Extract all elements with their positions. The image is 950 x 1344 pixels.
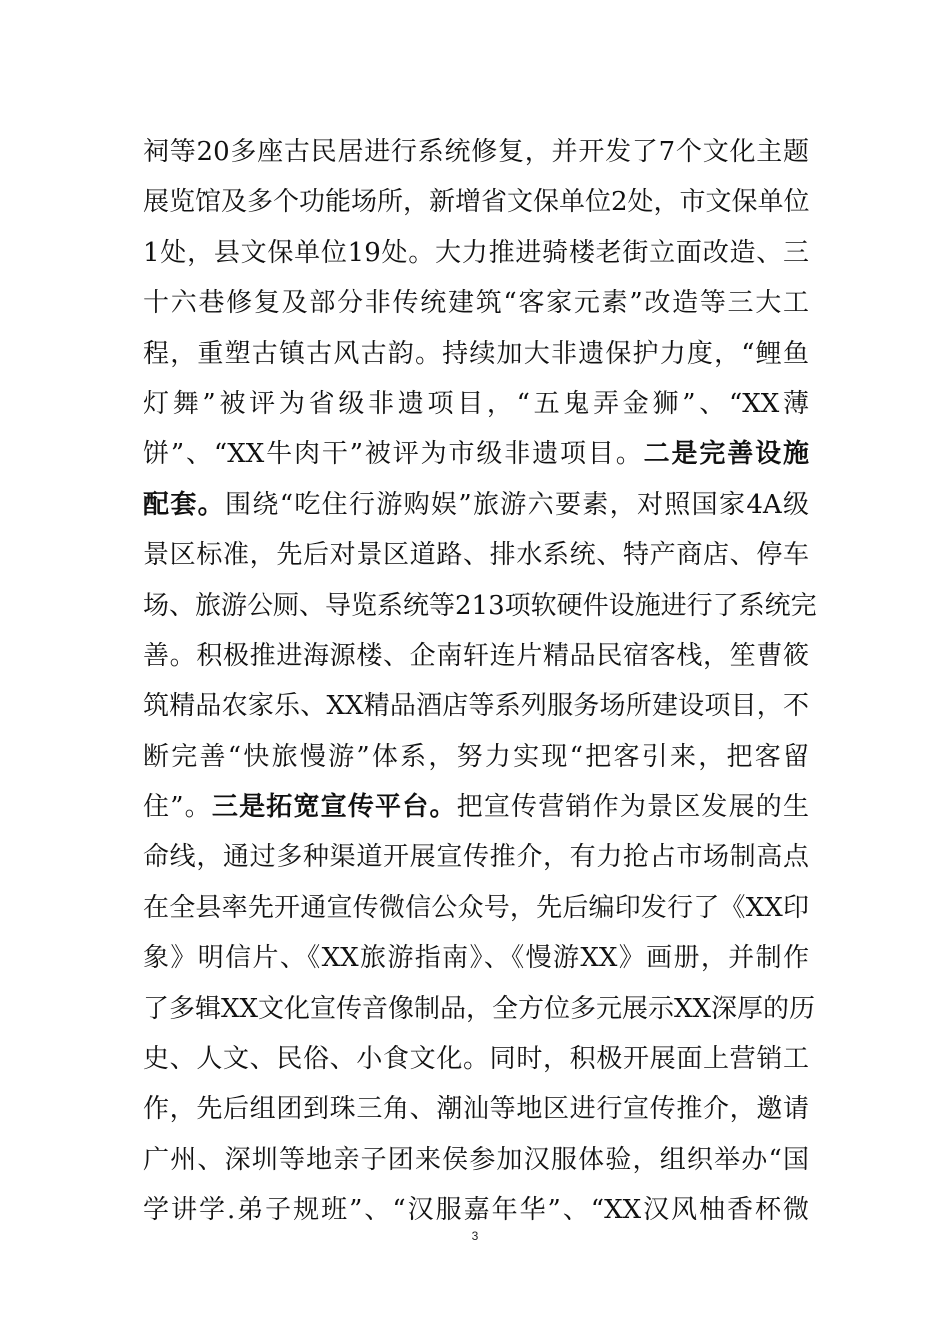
text-line bbox=[143, 329, 809, 379]
text-line bbox=[143, 984, 816, 1034]
text-line bbox=[143, 177, 809, 227]
text-segment: 饼”、“XX牛肉干”被评为市级非遗项目。 bbox=[143, 439, 644, 470]
page-number: 3 bbox=[471, 1229, 479, 1243]
text-line bbox=[143, 581, 817, 631]
text-segment: 断完善“快旅慢游”体系，努力实现“把客引来，把客留 bbox=[143, 741, 809, 772]
text-segment: 筑精品农家乐、XX精品酒店等系列服务场所建设项目，不 bbox=[143, 691, 809, 722]
text-line bbox=[143, 429, 809, 479]
text-segment: 场、旅游公厕、导览系统等213项软硬件设施进行了系统完 bbox=[143, 590, 817, 621]
text-segment: 在全县率先开通宣传微信公众号，先后编印发行了《XX印 bbox=[143, 892, 809, 923]
text-line bbox=[143, 530, 809, 580]
text-segment: 祠等20多座古民居进行系统修复，并开发了7个文化主题 bbox=[143, 137, 809, 167]
text-segment: 围绕“吃住行游购娱”旅游六要素，对照国家4A级 bbox=[225, 489, 809, 520]
text-line bbox=[143, 228, 809, 278]
bold-heading-segment: 三是拓宽宣传平台。 bbox=[211, 792, 457, 823]
text-line bbox=[143, 832, 809, 882]
text-line bbox=[143, 480, 809, 530]
text-segment: 灯舞”被评为省级非遗项目，“五鬼弄金狮”、“XX薄 bbox=[143, 388, 809, 419]
text-line bbox=[143, 1034, 809, 1084]
text-segment: 命线，通过多种渠道开展宣传推介，有力抢占市场制高点 bbox=[143, 842, 809, 873]
text-line bbox=[143, 1084, 809, 1134]
text-segment: 了多辑XX文化宣传音像制品，全方位多元展示XX深厚的历 bbox=[143, 993, 816, 1024]
bold-heading-segment: 配套。 bbox=[143, 489, 226, 520]
text-segment: 象》明信片、《XX旅游指南》、《慢游XX》画册，并制作 bbox=[143, 943, 809, 974]
text-line bbox=[143, 732, 809, 782]
text-line bbox=[143, 933, 809, 983]
text-segment: 景区标准，先后对景区道路、排水系统、特产商店、停车 bbox=[143, 540, 809, 571]
text-segment: 住”。 bbox=[143, 792, 212, 823]
text-line bbox=[143, 379, 809, 429]
text-line bbox=[143, 883, 809, 933]
text-segment: 作，先后组团到珠三角、潮汕等地区进行宣传推介，邀请 bbox=[143, 1094, 809, 1125]
text-segment: 程，重塑古镇古风古韵。持续加大非遗保护力度，“鲤鱼 bbox=[143, 338, 809, 369]
text-line bbox=[143, 278, 809, 328]
text-segment: 1处，县文保单位19处。大力推进骑楼老街立面改造、三 bbox=[143, 237, 809, 268]
text-line bbox=[143, 631, 809, 681]
text-line bbox=[143, 127, 809, 177]
text-line bbox=[143, 1135, 809, 1185]
bold-heading-segment: 二是完善设施 bbox=[643, 439, 809, 470]
text-segment: 学讲学.弟子规班”、“汉服嘉年华”、“XX汉风柚香杯微 bbox=[143, 1195, 809, 1226]
text-segment: 展览馆及多个功能场所，新增省文保单位2处，市文保单位 bbox=[143, 187, 810, 218]
text-line bbox=[143, 681, 809, 731]
text-line bbox=[143, 782, 809, 832]
body-text bbox=[143, 127, 817, 1236]
text-segment: 十六巷修复及部分非传统建筑“客家元素”改造等三大工 bbox=[143, 288, 809, 319]
text-segment: 广州、深圳等地亲子团来侯参加汉服体验，组织举办“国 bbox=[143, 1144, 809, 1175]
text-segment: 把宣传营销作为景区发展的生 bbox=[456, 792, 809, 823]
text-segment: 史、人文、民俗、小食文化。同时，积极开展面上营销工 bbox=[143, 1044, 809, 1075]
text-segment: 善。积极推进海源楼、企南轩连片精品民宿客栈，笙曹筱 bbox=[143, 640, 809, 671]
